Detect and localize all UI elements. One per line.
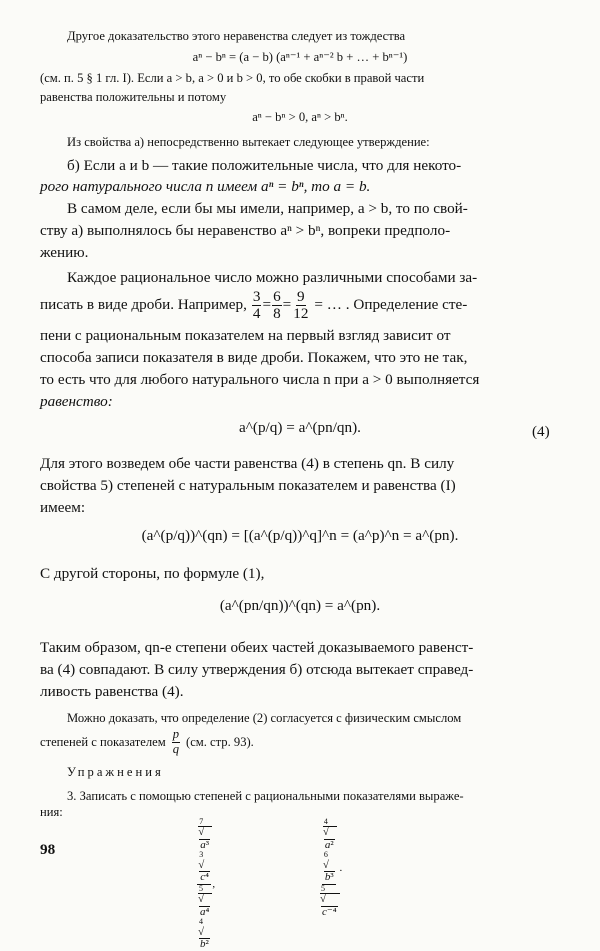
text-line: ва (4) совпадают. В силу утверждения б) отсюда вытекает справед- (40, 661, 474, 678)
fractions-line (40, 288, 467, 322)
identity-formula: aⁿ − bⁿ = (a − b) (aⁿ⁻¹ + aⁿ⁻² b + … + bⁿ⁻¹) (192, 50, 408, 64)
text-line: (см. п. 5 § 1 гл. I). Если a > b, a > 0 и b > 0, то обе скобки в правой части (40, 71, 425, 85)
exponent-line (40, 728, 254, 756)
text-fragment: степеней с показателем (40, 734, 166, 749)
statement-b-cont: рого натурального числа n имеем aⁿ = bⁿ, то a = b. (40, 178, 371, 195)
text-line: С другой стороны, по формуле (1), (40, 565, 265, 582)
equals-sign: = (282, 296, 292, 314)
text-line: Можно доказать, что определение (2) согласуется с физическим смыслом (67, 711, 462, 725)
text-line: Другое доказательство этого неравенства следует из тождества (67, 29, 406, 43)
text-line: В самом деле, если бы мы имели, например, a > b, то по свой- (67, 200, 468, 217)
radical-expression-2: 4 √ a² 6 √ b³ 5 √ c⁻⁴ . (320, 817, 343, 918)
equation-4: a^(p/q) = a^(pn/qn). (239, 419, 361, 436)
text-line: свойства 5) степеней с натуральным показателем и равенства (I) (40, 477, 456, 494)
text-line: Из свойства а) непосредственно вытекает следующее утверждение: (67, 135, 430, 149)
fraction-9-12: $\frac{9}{12}$ (293, 287, 309, 322)
text-line: имеем: (40, 499, 86, 516)
text-line: ливость равенства (4). (40, 683, 184, 700)
text-line: Для этого возведем обе части равенства (4) в степень qn. В силу (40, 455, 455, 472)
formula-other-side: (a^(pn/qn))^(qn) = a^(pn). (219, 597, 381, 614)
text-fragment: (см. стр. 93). (186, 734, 254, 749)
fraction-p-q: p q (172, 727, 179, 756)
text-line: способа записи показателя в виде дроби. Покажем, что это не так, (40, 349, 468, 366)
text-fragment: = … . Определение сте- (314, 296, 468, 314)
text-line: равенство: (40, 393, 113, 410)
text-line: равенства положительны и потому (40, 90, 227, 104)
text-line: то есть что для любого натурального числа n при a > 0 выполняется (40, 371, 480, 388)
text-line: ству а) выполнялось бы неравенство aⁿ > bⁿ, вопреки предполо- (40, 222, 451, 239)
statement-b: б) Если a и b — такие положительные числа, что для некото- (67, 157, 462, 174)
page-number: 98 (40, 841, 56, 858)
text-fragment: писать в виде дроби. Например, (40, 296, 247, 314)
fraction-3-4: $\frac{3}{4}$ (252, 287, 261, 322)
equation-number: (4) (532, 423, 550, 440)
text-line: жению. (40, 244, 89, 261)
section-heading: Упражнения (67, 765, 164, 779)
text-line: пени с рациональным показателем на первый взгляд зависит от (40, 327, 451, 344)
exercise-3-cont: ния: (40, 805, 63, 819)
power-chain-formula: (a^(p/q))^(qn) = [(a^(p/q))^q]^n = (a^p)^n = a^(pn). (141, 527, 459, 544)
radical-expression-1: 7 √ a³ 3 √ c⁴ 5 √ a⁴ 4 √ b² , (198, 817, 216, 951)
text-line: Каждое рациональное число можно различными способами за- (67, 269, 478, 286)
exercise-3: 3. Записать с помощью степеней с рациональными показателями выраже- (67, 789, 464, 803)
inequality-formula: aⁿ − bⁿ > 0, aⁿ > bⁿ. (252, 110, 348, 124)
text-line: Таким образом, qn-е степени обеих частей доказываемого равенст- (40, 639, 474, 656)
equals-sign: = (262, 296, 272, 314)
fraction-6-8: $\frac{6}{8}$ (273, 287, 281, 322)
